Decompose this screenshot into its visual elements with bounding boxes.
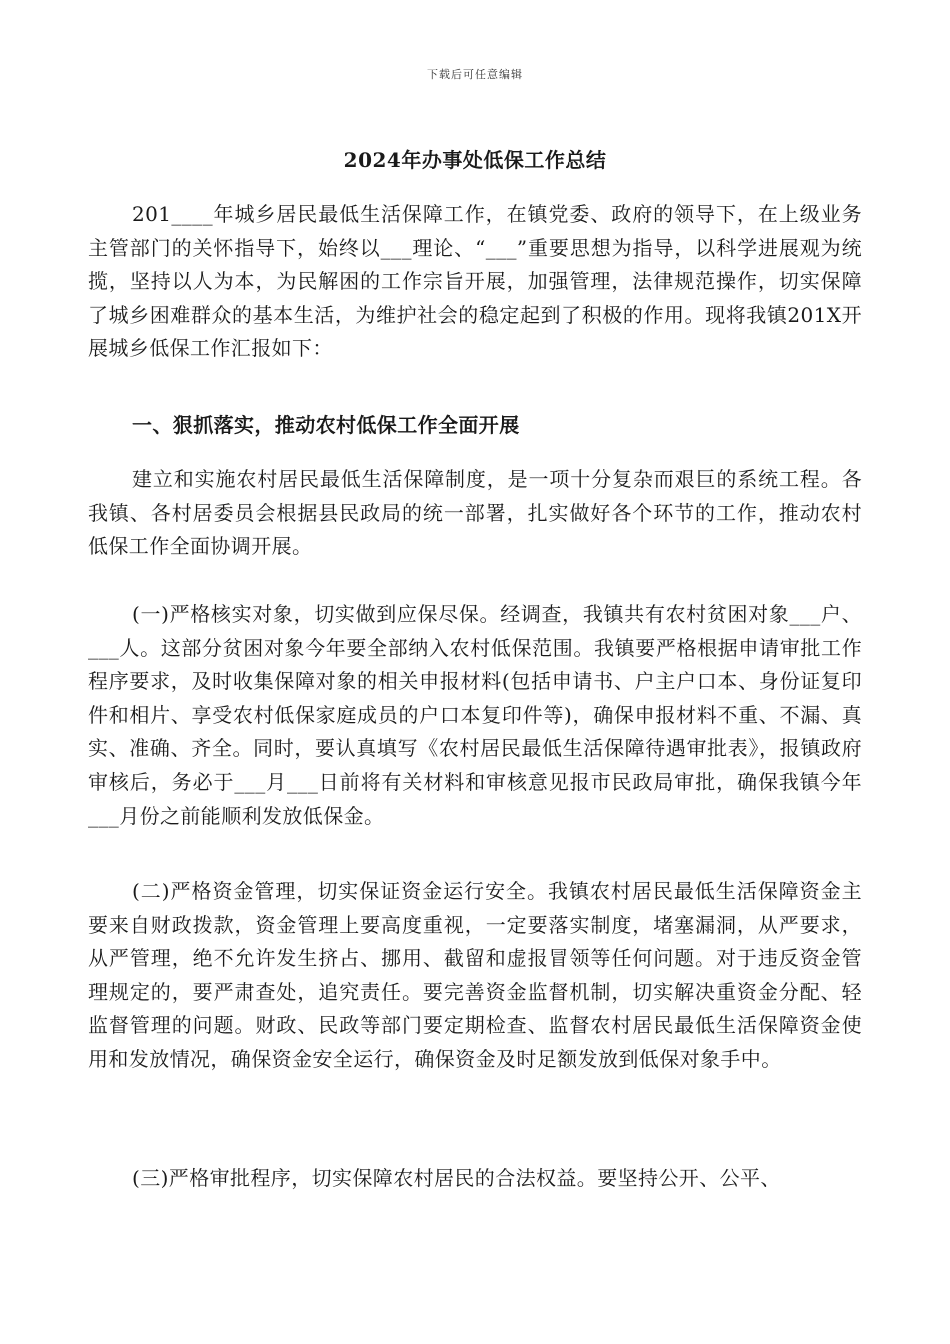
section1-intro-paragraph: 建立和实施农村居民最低生活保障制度，是一项十分复杂而艰巨的系统工程。各我镇、各村居委员会根据县民政局的统一部署，扎实做好各个环节的工作，推动农村低保工作全面协调开展。 [88,467,862,559]
item-1-paragraph: (一)严格核实对象，切实做到应保尽保。经调查，我镇共有农村贫困对象___户、___人。这部分贫困对象今年要全部纳入农村低保范围。我镇要严格根据申请审批工作程序要求，及时收集保障对象的相关申报材料(包括申请书、户主户口本、身份证复印件和相片、享受农村低保家庭成员的户口本复印件等)，确保申报材料不重、不漏、真实、准确、齐全。同时，要认真填写《农村居民最低生活保障待遇审批表》，报镇政府审核后，务必于___月___日前将有关材料和审核意见报市民政局审批，确保我镇今年___月份之前能顺利发放低保金。 [88,602,862,828]
document-title: 2024年办事处低保工作总结 [343,148,607,172]
intro-paragraph: 201____年城乡居民最低生活保障工作，在镇党委、政府的领导下，在上级业务主管部门的关怀指导下，始终以___理论、“___”重要思想为指导，以科学进展观为统揽，坚持以人为本，为民解困的工作宗旨开展，加强管理，法律规范操作，切实保障了城乡困难群众的基本生活，为维护社会的稳定起到了积极的作用。现将我镇201X开展城乡低保工作汇报如下： [88,202,862,361]
item-2-paragraph: (二)严格资金管理，切实保证资金运行安全。我镇农村居民最低生活保障资金主要来自财政拨款，资金管理上要高度重视，一定要落实制度，堵塞漏洞，从严要求，从严管理，绝不允许发生挤占、挪用、截留和虚报冒领等任何问题。对于违反资金管理规定的，要严肃查处，追究责任。要完善资金监督机制，切实解决重资金分配、轻监督管理的问题。财政、民政等部门要定期检查、监督农村居民最低生活保障资金使用和发放情况，确保资金安全运行，确保资金及时足额发放到低保对象手中。 [88,879,862,1071]
header-note: 下载后可任意编辑 [427,68,523,81]
item-3-paragraph: (三)严格审批程序，切实保障农村居民的合法权益。要坚持公开、公平、 [132,1166,781,1190]
section-heading-1: 一、狠抓落实，推动农村低保工作全面开展 [132,413,520,437]
